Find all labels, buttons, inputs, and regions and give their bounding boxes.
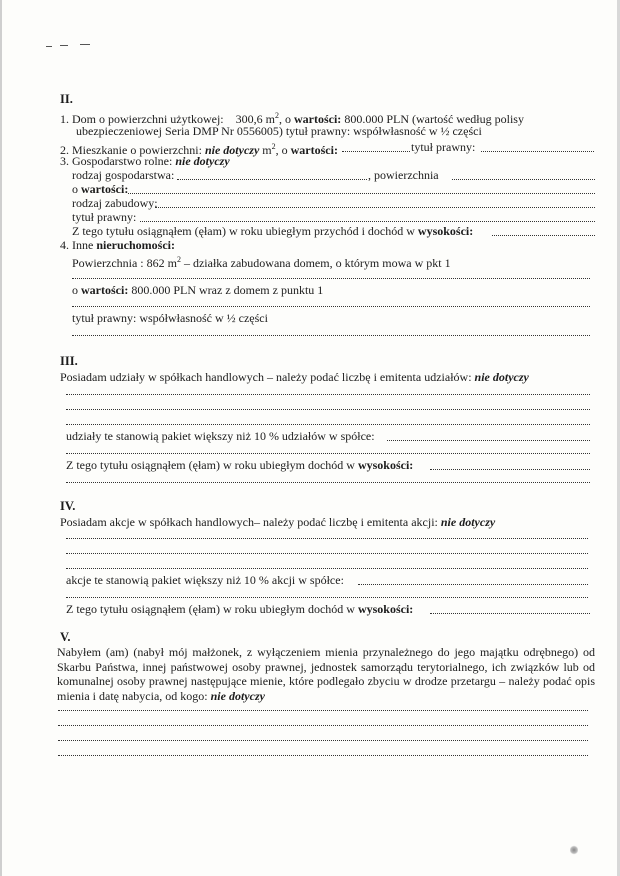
section-5-nd: nie dotyczy <box>210 688 265 703</box>
section-4-pakiet-dots <box>358 584 588 585</box>
section-5-paragraph-text: Nabyłem (am) (nabył mój małżonek, z wyłączeniem mienia przynależnego do jego majątku odrębnego) od Skarbu Państwa, innej państwowej osoby prawnej, jednostek samorządu terytorialnego, ich związków lub od komunalnej osoby prawnej następujące mienie, które podlegało zbyciu w drodze przetargu – należy podać opis mienia i datę nabycia, od kogo: <box>57 645 595 703</box>
section-4-pakiet: akcje te stanowią pakiet większy niż 10 % akcji w spółce: <box>66 573 344 587</box>
section-4-nd: nie dotyczy <box>440 515 496 529</box>
section-5-dots-2 <box>58 725 588 726</box>
section-4-wys-dots <box>430 613 590 614</box>
section-3-ztego <box>66 458 413 472</box>
section-3-dots-3 <box>66 424 590 425</box>
item-2-unit: m <box>259 143 272 157</box>
section-5-dots-3 <box>58 740 588 741</box>
item-4-line <box>60 238 175 252</box>
item-2-title-label: tytuł prawny: <box>411 140 476 154</box>
item-4-value <box>72 283 323 297</box>
item-4-pow-text: Powierzchnia : 862 m <box>72 256 177 270</box>
item-4-pow <box>72 253 451 270</box>
section-4-ztego-text: Z tego tytułu osiągnąłem (ęłam) w roku ubiegłym dochód w <box>66 602 355 616</box>
item-4-value-prefix: o <box>72 283 78 297</box>
superscript: 2 <box>176 255 181 264</box>
item-3-label: 3. Gospodarstwo rolne: <box>60 154 173 168</box>
section-4-line-1-text: Posiadam akcje w spółkach handlowych– należy podać liczbę i emitenta akcji: <box>60 515 438 529</box>
item-3-rodzaj-label: rodzaj gospodarstwa: <box>72 168 175 182</box>
section-5-heading: V. <box>60 630 71 644</box>
scan-mark <box>80 44 90 45</box>
section-3-pakiet-dots <box>387 440 590 441</box>
item-2-connector: , o <box>275 143 288 157</box>
section-3-line-1 <box>60 370 529 384</box>
section-3-wys-label: wysokości: <box>357 458 414 472</box>
item-3-pow-dots <box>452 179 595 180</box>
item-3-line <box>60 154 230 168</box>
item-3-tyt-label: tytuł prawny: <box>72 210 137 224</box>
section-4-heading: IV. <box>60 499 76 513</box>
item-3-ztego-text: Z tego tytułu osiągnąłem (ęłam) w roku ubiegłym przychód i dochód w <box>72 224 415 238</box>
section-3-dots-1 <box>66 394 590 395</box>
item-3-zab-dots <box>155 207 595 208</box>
section-5-dots-4 <box>58 755 588 756</box>
item-4-title-dots <box>72 335 590 336</box>
item-4-title: tytuł prawny: współwłasność w ½ części <box>72 311 268 325</box>
item-2-nd: nie dotyczy <box>204 143 260 157</box>
section-4-dots-2 <box>66 553 588 554</box>
section-3-dots-4 <box>66 453 590 454</box>
section-2-heading: II. <box>60 92 73 106</box>
item-3-tyt-dots <box>140 221 595 222</box>
section-3-wys-dots <box>430 469 590 470</box>
item-2-value-label: wartości: <box>290 143 338 157</box>
item-3-zab-label: rodzaj zabudowy: <box>72 196 158 210</box>
section-5-dots-1 <box>58 710 588 711</box>
section-4-line-1 <box>60 515 495 529</box>
item-1-connector: , o <box>278 112 291 126</box>
section-3-pakiet: udziały te stanowią pakiet większy niż 10 % udziałów w spółce: <box>66 429 375 443</box>
item-2-value-dots <box>342 151 410 152</box>
section-3-heading: III. <box>60 354 78 368</box>
item-3-wys-dots <box>492 235 595 236</box>
section-3-dots-5 <box>66 482 590 483</box>
item-4-pow-desc: – działka zabudowana domem, o którym mowa w pkt 1 <box>180 256 451 270</box>
item-4-value-label: wartości: <box>81 283 129 297</box>
item-3-value-dots <box>128 193 595 194</box>
item-2-title-dots <box>481 151 594 152</box>
item-3-value-prefix: o <box>72 182 78 196</box>
section-3-line-1-text: Posiadam udziały w spółkach handlowych – należy podać liczbę i emitenta udziałów: <box>60 370 472 384</box>
item-1-value-label: wartości: <box>293 112 342 126</box>
scan-mark <box>60 45 68 46</box>
scan-speck <box>570 845 578 855</box>
item-3-value-word: wartości: <box>81 182 129 196</box>
item-2-label: 2. Mieszkanie o powierzchni: <box>60 143 202 157</box>
item-3-ztego <box>72 224 473 238</box>
item-1-label: 1. Dom o powierzchni użytkowej: <box>60 112 224 126</box>
item-3-nd: nie dotyczy <box>175 154 230 168</box>
item-4-value-text: 800.000 PLN wraz z domem z punktu 1 <box>131 283 324 297</box>
item-1-area: 300,6 m <box>235 112 275 126</box>
section-4-dots-1 <box>66 538 588 539</box>
section-4-dots-3 <box>66 568 588 569</box>
item-4-label: 4. Inne <box>60 238 94 252</box>
item-1-value: 800.000 PLN (wartość według polisy <box>344 112 524 126</box>
scan-edge-left <box>0 0 2 876</box>
superscript: 2 <box>274 111 279 120</box>
superscript: 2 <box>271 142 276 151</box>
section-5-paragraph <box>57 645 595 703</box>
section-4-ztego <box>66 602 413 616</box>
item-4-value-dots <box>72 306 590 307</box>
section-3-nd: nie dotyczy <box>474 370 529 384</box>
section-4-wys-label: wysokości: <box>357 602 414 616</box>
section-3-dots-2 <box>66 409 590 410</box>
item-3-value-label <box>72 182 128 196</box>
item-4-pow-dots <box>72 278 590 279</box>
section-3-ztego-text: Z tego tytułu osiągnąłem (ęłam) w roku ubiegłym dochód w <box>66 458 355 472</box>
item-1-line-2: ubezpieczeniowej Seria DMP Nr 0556005) tytuł prawny: współwłasność w ½ części <box>76 124 482 138</box>
item-4-label-bold: nieruchomości: <box>96 238 175 252</box>
section-4-dots-4 <box>66 597 588 598</box>
item-3-wys-label: wysokości: <box>417 224 474 238</box>
item-3-pow-label: , powierzchnia <box>368 168 439 182</box>
item-3-rodzaj-dots <box>177 179 367 180</box>
scan-mark <box>46 46 52 47</box>
